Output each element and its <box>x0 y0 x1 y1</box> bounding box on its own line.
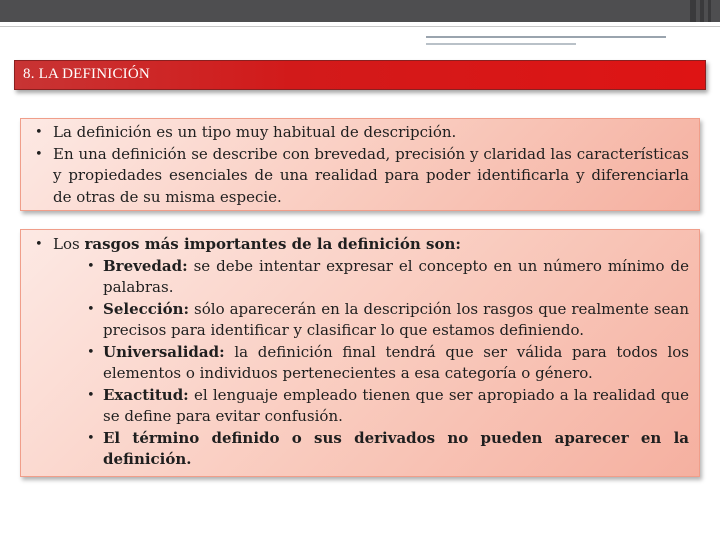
feature-text: se debe intentar expresar el concepto en un número mínimo de palabras. <box>103 256 689 296</box>
top-decorative-bar <box>0 0 720 22</box>
features-heading <box>33 234 689 471</box>
feature-term: Selección: <box>103 299 190 318</box>
slide-title-bar <box>14 60 706 90</box>
slide-title: 8. LA DEFINICIÓN <box>23 66 150 82</box>
feature-text: la definición final tendrá que ser válida para todos los elementos o individuos pertenecientes a esa categoría o género. <box>103 342 689 382</box>
intro-bullet: • En una definición se describe con brevedad, precisión y claridad las características y propiedades esenciales de una realidad para poder identificarla y diferenciarla de otras de su misma especie. <box>33 144 689 209</box>
features-heading-bold: rasgos más importantes de la definición son: <box>84 235 461 253</box>
decorative-line <box>426 43 576 45</box>
top-bar-stripe <box>708 0 711 22</box>
feature-term: Brevedad: <box>103 256 188 275</box>
features-heading-prefix: Los <box>53 235 85 253</box>
feature-item-exactitud <box>83 385 689 428</box>
feature-item-seleccion <box>83 299 689 342</box>
top-bar-stripe <box>690 0 696 22</box>
feature-term: Universalidad: <box>103 342 225 361</box>
intro-bullet: • La definición es un tipo muy habitual de descripción. <box>33 122 689 144</box>
feature-text: sólo aparecerán en la descripción los rasgos que realmente sean precisos para identificar y clasificar lo que estamos definiendo. <box>103 299 689 339</box>
decorative-line <box>426 36 666 38</box>
feature-term: El término definido o sus derivados no pueden aparecer en la definición. <box>103 428 689 468</box>
decorative-line <box>0 26 720 27</box>
feature-item-brevedad <box>83 256 689 299</box>
intro-text-box <box>20 118 700 211</box>
top-bar-stripe <box>700 0 704 22</box>
feature-item-universalidad <box>83 342 689 385</box>
feature-text: el lenguaje empleado tienen que ser apropiado a la realidad que se define para evitar confusión. <box>103 385 689 425</box>
features-text-box <box>20 229 700 477</box>
feature-item-termino <box>83 428 689 471</box>
feature-term: Exactitud: <box>103 385 189 404</box>
